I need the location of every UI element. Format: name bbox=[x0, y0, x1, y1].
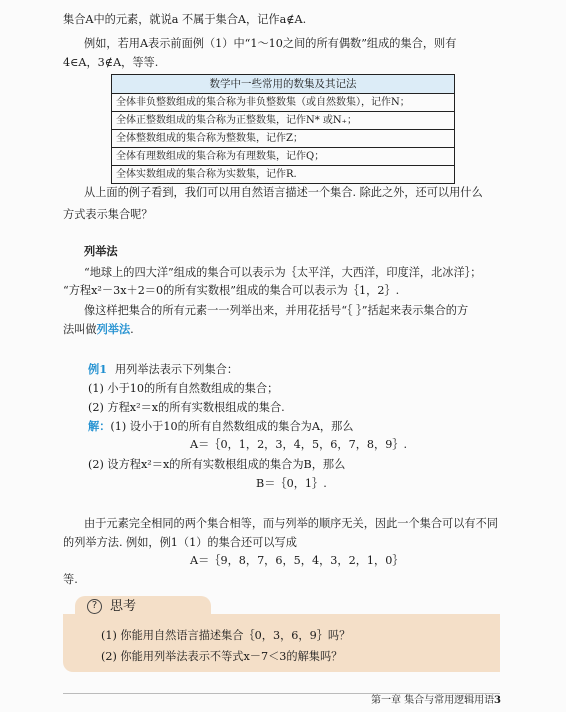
text-line: (2) 方程x²＝x的所有实数根组成的集合. bbox=[88, 401, 285, 414]
number-sets-table bbox=[111, 74, 455, 184]
example-label: 例1 bbox=[88, 362, 107, 376]
solution-label: 解： bbox=[88, 419, 111, 433]
table-row: 全体有理数组成的集合称为有理数集，记作Q； bbox=[112, 148, 454, 166]
text-line: 从上面的例子看到，我们可以用自然语言描述一个集合. 除此之外，还可以用什么 bbox=[84, 186, 483, 199]
text-line: “方程x²－3x＋2＝0的所有实数根”组成的集合可以表示为｛1，2｝. bbox=[63, 284, 400, 297]
text-line: 由于元素完全相同的两个集合相等，而与列举的顺序无关，因此一个集合可以有不同 bbox=[84, 517, 498, 530]
table-header: 数学中一些常用的数集及其记法 bbox=[112, 75, 454, 94]
text-line: 集合A中的元素，就说a 不属于集合A，记作a∉A. bbox=[63, 13, 307, 26]
text-line: (2) 设方程x²＝x的所有实数根组成的集合为B，那么 bbox=[88, 458, 346, 471]
text-line: 等. bbox=[63, 573, 78, 586]
term-highlight: 列举法 bbox=[96, 322, 131, 336]
table-row: 全体整数组成的集合称为整数集，记作Z； bbox=[112, 130, 454, 148]
equation: B＝｛0，1｝. bbox=[256, 477, 327, 490]
text-line bbox=[63, 322, 134, 337]
think-title: 思考 bbox=[110, 599, 137, 614]
text-line: “地球上的四大洋”组成的集合可以表示为｛太平洋，大西洋，印度洋，北冰洋｝； bbox=[84, 266, 482, 279]
text-line: 的列举方法. 例如，例1（1）的集合还可以写成 bbox=[63, 536, 297, 549]
text-span: 用列举法表示下列集合： bbox=[114, 363, 239, 376]
table-row: 全体非负整数组成的集合称为非负整数集（或自然数集），记作N； bbox=[112, 94, 454, 112]
text-span: (1) 设小于10的所有自然数组成的集合为A，那么 bbox=[110, 420, 354, 433]
think-question: (2) 你能用列举法表示不等式x－7＜3的解集吗？ bbox=[101, 650, 343, 663]
text-line: 例如，若用A表示前面例（1）中“1～10之间的所有偶数”组成的集合，则有 bbox=[84, 37, 457, 50]
text-line bbox=[88, 419, 354, 434]
text-span: . bbox=[130, 323, 134, 336]
text-line: (1) 小于10的所有自然数组成的集合； bbox=[88, 382, 279, 395]
question-icon: ? bbox=[87, 599, 102, 614]
table-row: 全体实数组成的集合称为实数集，记作R. bbox=[116, 169, 297, 180]
example-heading bbox=[88, 362, 238, 377]
footer-chapter: 第一章 集合与常用逻辑用语 bbox=[371, 695, 495, 706]
text-line: 4∈A，3∉A，等等. bbox=[63, 56, 159, 69]
table-row: 全体正整数组成的集合称为正整数集，记作N* 或N₊； bbox=[112, 112, 454, 130]
think-question: (1) 你能用自然语言描述集合｛0，3，6，9｝吗？ bbox=[101, 629, 351, 642]
equation: A＝｛0，1，2，3，4，5，6，7，8，9｝. bbox=[190, 438, 408, 451]
text-line: 像这样把集合的所有元素一一列举出来，并用花括号“｛ ｝”括起来表示集合的方 bbox=[84, 304, 469, 317]
text-span: 法叫做 bbox=[63, 323, 97, 336]
section-title: 列举法 bbox=[84, 244, 118, 258]
equation: A＝｛9，8，7，6，5，4，3，2，1，0｝ bbox=[190, 554, 404, 567]
page-number: 3 bbox=[494, 695, 501, 706]
text-line: 方式表示集合呢？ bbox=[63, 208, 153, 221]
